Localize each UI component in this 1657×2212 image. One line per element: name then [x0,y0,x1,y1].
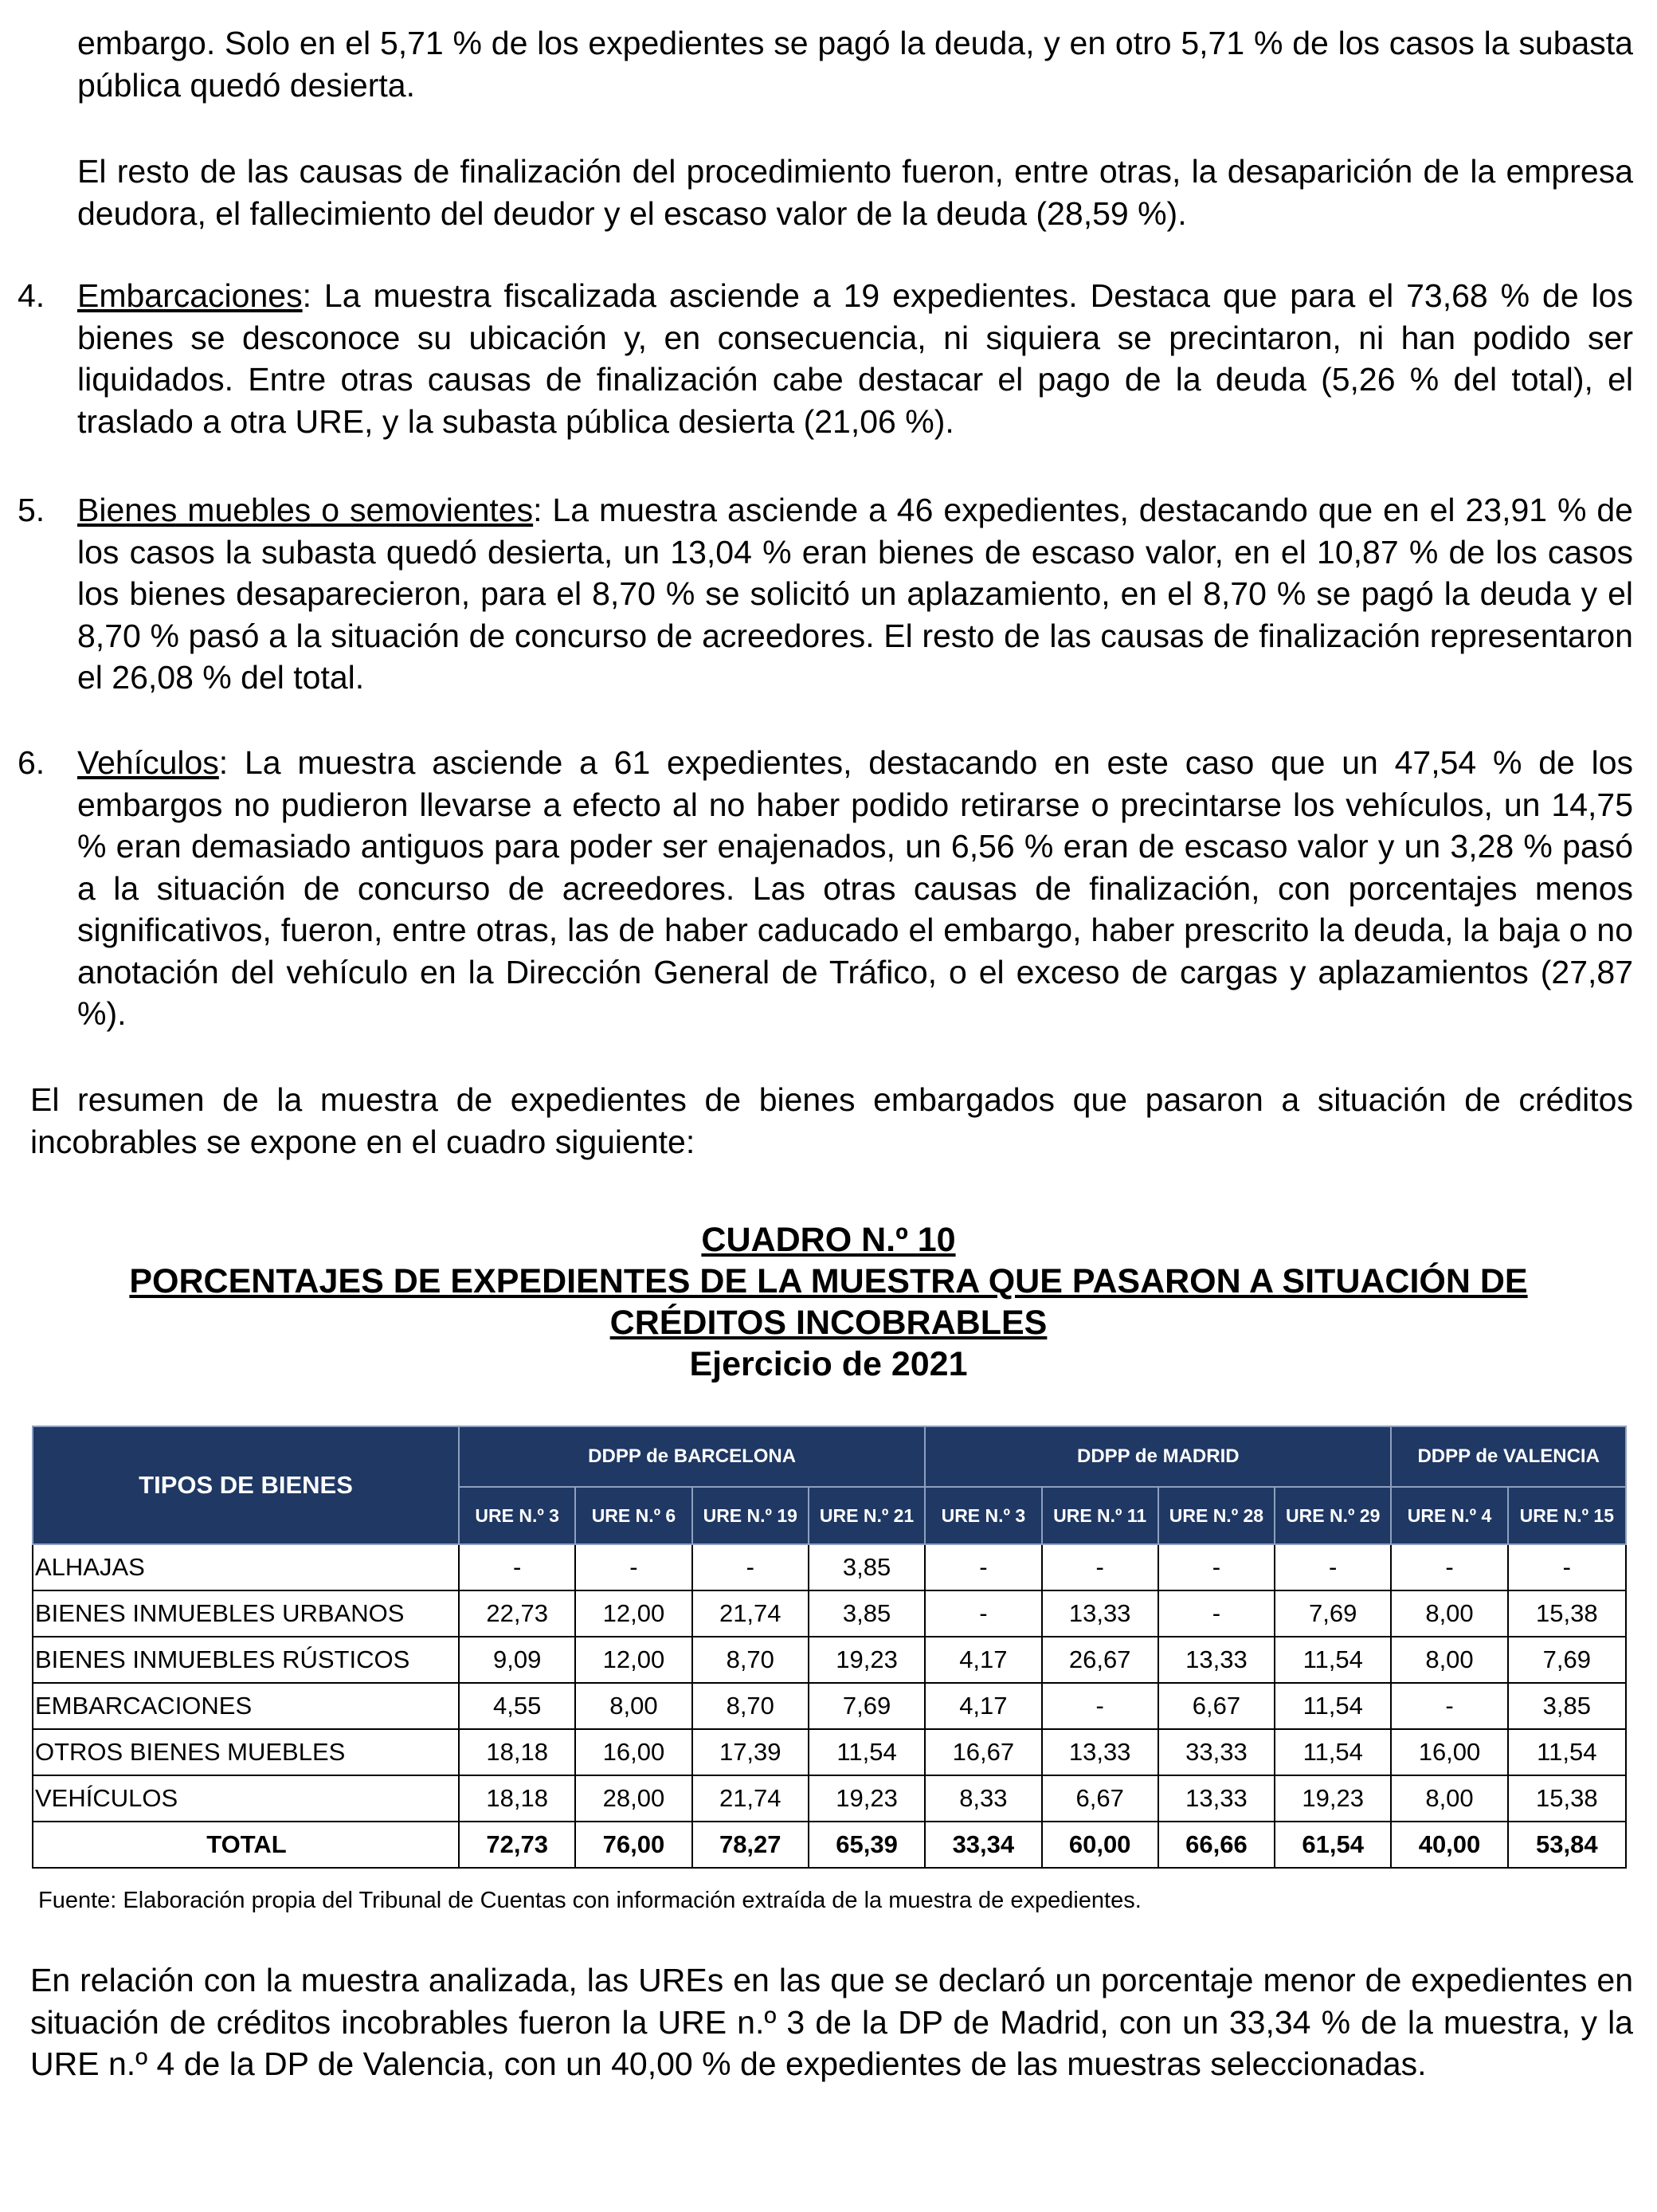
total-cell: 65,39 [809,1822,925,1868]
list-item-body [77,275,1633,442]
table-cell: 11,54 [1275,1729,1391,1775]
header-group-madrid: DDPP de MADRID [925,1426,1391,1487]
list-item [18,742,1633,1035]
list-item-title: Vehículos [77,744,219,781]
list-item-text: : La muestra fiscalizada asciende a 19 expedientes. Destaca que para el 73,68 % de los bienes se desconoce su ubicación y, en consecuencia, ni siquiera se precintaron, ni han podido ser liquidados. Entre otras causas de finalización cabe destacar el pago de la deuda (5,26 % del total), el traslado a otra URE, y la subasta pública desierta (21,06 %). [77,277,1633,440]
table-number: CUADRO N.º 10 [701,1221,956,1259]
column-header: URE N.º 4 [1391,1487,1507,1544]
column-header: URE N.º 11 [1042,1487,1158,1544]
list-item [18,275,1633,442]
table-title-line-2: CRÉDITOS INCOBRABLES [609,1304,1048,1342]
table-total-row [33,1822,1626,1868]
intro-paragraph-1: embargo. Solo en el 5,71 % de los expedientes se pagó la deuda, y en otro 5,71 % de los casos la subasta pública quedó desierta. [77,25,1633,104]
total-cell: 40,00 [1391,1822,1507,1868]
table-cell: 26,67 [1042,1637,1158,1683]
table-cell: 3,85 [809,1590,925,1637]
table-cell: 11,54 [1275,1637,1391,1683]
table-cell: 7,69 [809,1683,925,1729]
table-cell: 16,67 [925,1729,1041,1775]
list-item-number: 4. [18,277,45,314]
table-cell: 13,33 [1158,1775,1275,1822]
table-cell: 28,00 [575,1775,691,1822]
total-cell: 53,84 [1508,1822,1626,1868]
table-cell: - [692,1544,809,1590]
table-cell: 11,54 [1275,1683,1391,1729]
table-cell: 6,67 [1158,1683,1275,1729]
table-cell: 3,85 [809,1544,925,1590]
list-item [18,489,1633,699]
table-cell: - [1275,1544,1391,1590]
table-row [33,1683,1626,1729]
table-cell: 16,00 [575,1729,691,1775]
table-row [33,1637,1626,1683]
table-cell: - [575,1544,691,1590]
table-row [33,1775,1626,1822]
table-subtitle: Ejercicio de 2021 [689,1345,968,1383]
table-cell: 19,23 [1275,1775,1391,1822]
table-cell: 8,00 [575,1683,691,1729]
table-cell: 21,74 [692,1590,809,1637]
total-label: TOTAL [33,1822,459,1868]
table-cell: 12,00 [575,1590,691,1637]
table-cell: - [1508,1544,1626,1590]
list-item-number: 5. [18,492,45,528]
list-item-title: Embarcaciones [77,277,303,314]
list-item-body [77,489,1633,699]
column-header: URE N.º 6 [575,1487,691,1544]
list-item-body [77,742,1633,1035]
table-cell: 19,23 [809,1775,925,1822]
row-label: EMBARCACIONES [33,1683,459,1729]
table-cell: - [1042,1544,1158,1590]
header-group-barcelona: DDPP de BARCELONA [459,1426,925,1487]
table-cell: 4,55 [459,1683,575,1729]
table-cell: 8,70 [692,1637,809,1683]
header-group-valencia: DDPP de VALENCIA [1391,1426,1626,1487]
total-cell: 72,73 [459,1822,575,1868]
table-title-line-1: PORCENTAJES DE EXPEDIENTES DE LA MUESTRA QUE PASARON A SITUACIÓN DE [129,1262,1528,1300]
table-cell: - [925,1544,1041,1590]
table-cell: 11,54 [1508,1729,1626,1775]
table-cell: 8,00 [1391,1775,1507,1822]
table-cell: 4,17 [925,1637,1041,1683]
table-cell: - [1391,1544,1507,1590]
column-header: URE N.º 3 [925,1487,1041,1544]
table-cell: 15,38 [1508,1590,1626,1637]
list-item-title: Bienes muebles o semovientes [77,492,534,528]
table-row [33,1729,1626,1775]
table-cell: 8,00 [1391,1590,1507,1637]
table-cell: - [1042,1683,1158,1729]
row-label: OTROS BIENES MUEBLES [33,1729,459,1775]
total-cell: 78,27 [692,1822,809,1868]
table-cell: - [1158,1590,1275,1637]
column-header: URE N.º 15 [1508,1487,1626,1544]
total-cell: 66,66 [1158,1822,1275,1868]
table-cell: 22,73 [459,1590,575,1637]
table-cell: 6,67 [1042,1775,1158,1822]
table-cell: 13,33 [1042,1729,1158,1775]
table-cell: 9,09 [459,1637,575,1683]
row-label: ALHAJAS [33,1544,459,1590]
table-cell: 8,00 [1391,1637,1507,1683]
table-cell: 13,33 [1158,1637,1275,1683]
table-cell: - [1391,1683,1507,1729]
table-cell: 18,18 [459,1775,575,1822]
table-cell: 12,00 [575,1637,691,1683]
total-cell: 76,00 [575,1822,691,1868]
table-cell: 3,85 [1508,1683,1626,1729]
table-cell: 16,00 [1391,1729,1507,1775]
table-cell: 21,74 [692,1775,809,1822]
table-cell: 33,33 [1158,1729,1275,1775]
table-cell: 8,33 [925,1775,1041,1822]
header-tipos-de-bienes: TIPOS DE BIENES [33,1426,459,1544]
table-row [33,1544,1626,1590]
column-header: URE N.º 29 [1275,1487,1391,1544]
row-label: BIENES INMUEBLES RÚSTICOS [33,1637,459,1683]
table-cell: 15,38 [1508,1775,1626,1822]
table-cell: 13,33 [1042,1590,1158,1637]
list-item-number: 6. [18,744,45,781]
list-item-text: : La muestra asciende a 46 expedientes, destacando que en el 23,91 % de los casos la subasta quedó desierta, un 13,04 % eran bienes de escaso valor, en el 10,87 % de los casos los bienes desaparecieron, para el 8,70 % se solicitó un aplazamiento, en el 8,70 % se pagó la deuda y el 8,70 % pasó a la situación de concurso de acreedores. El resto de las causas de finalización representaron el 26,08 % del total. [77,492,1633,696]
total-cell: 33,34 [925,1822,1041,1868]
list-item-text: : La muestra asciende a 61 expedientes, destacando en este caso que un 47,54 % de los embargos no pudieron llevarse a efecto al no haber podido retirarse o precintarse los vehículos, un 14,75 % eran demasiado antiguos para poder ser enajenados, un 6,56 % eran de escaso valor y un 3,28 % pasó a la situación de concurso de acreedores. Las otras causas de finalización, con porcentajes menos significativos, fueron, entre otras, las de haber caducado el embargo, haber prescrito la deuda, la baja o no anotación del vehículo en la Dirección General de Tráfico, o el exceso de cargas y aplazamientos (27,87 %). [77,744,1633,1032]
table-cell: 18,18 [459,1729,575,1775]
column-header: URE N.º 3 [459,1487,575,1544]
total-cell: 61,54 [1275,1822,1391,1868]
summary-paragraph: El resumen de la muestra de expedientes de bienes embargados que pasaron a situación de créditos incobrables se expone en el cuadro siguiente: [30,1081,1633,1160]
table-cell: 17,39 [692,1729,809,1775]
data-table [32,1426,1627,1869]
table-cell: 19,23 [809,1637,925,1683]
table-cell: - [1158,1544,1275,1590]
total-cell: 60,00 [1042,1822,1158,1868]
table-cell: 7,69 [1508,1637,1626,1683]
conclusion-paragraph: En relación con la muestra analizada, las UREs en las que se declaró un porcentaje menor de expedientes en situación de créditos incobrables fueron la URE n.º 3 de la DP de Madrid, con un 33,34 % de la muestra, y la URE n.º 4 de la DP de Valencia, con un 40,00 % de expedientes de las muestras seleccionadas. [30,1962,1633,2082]
intro-paragraph-2: El resto de las causas de finalización del procedimiento fueron, entre otras, la desaparición de la empresa deudora, el fallecimiento del deudor y el escaso valor de la deuda (28,59 %). [77,153,1633,232]
table-cell: - [459,1544,575,1590]
row-label: VEHÍCULOS [33,1775,459,1822]
source-note: Fuente: Elaboración propia del Tribunal de Cuentas con información extraída de la muestra de expedientes. [38,1888,1142,1913]
table-cell: 11,54 [809,1729,925,1775]
row-label: BIENES INMUEBLES URBANOS [33,1590,459,1637]
table-cell: 4,17 [925,1683,1041,1729]
column-header: URE N.º 21 [809,1487,925,1544]
table-cell: - [925,1590,1041,1637]
table-cell: 7,69 [1275,1590,1391,1637]
column-header: URE N.º 19 [692,1487,809,1544]
table-row [33,1590,1626,1637]
table-cell: 8,70 [692,1683,809,1729]
column-header: URE N.º 28 [1158,1487,1275,1544]
